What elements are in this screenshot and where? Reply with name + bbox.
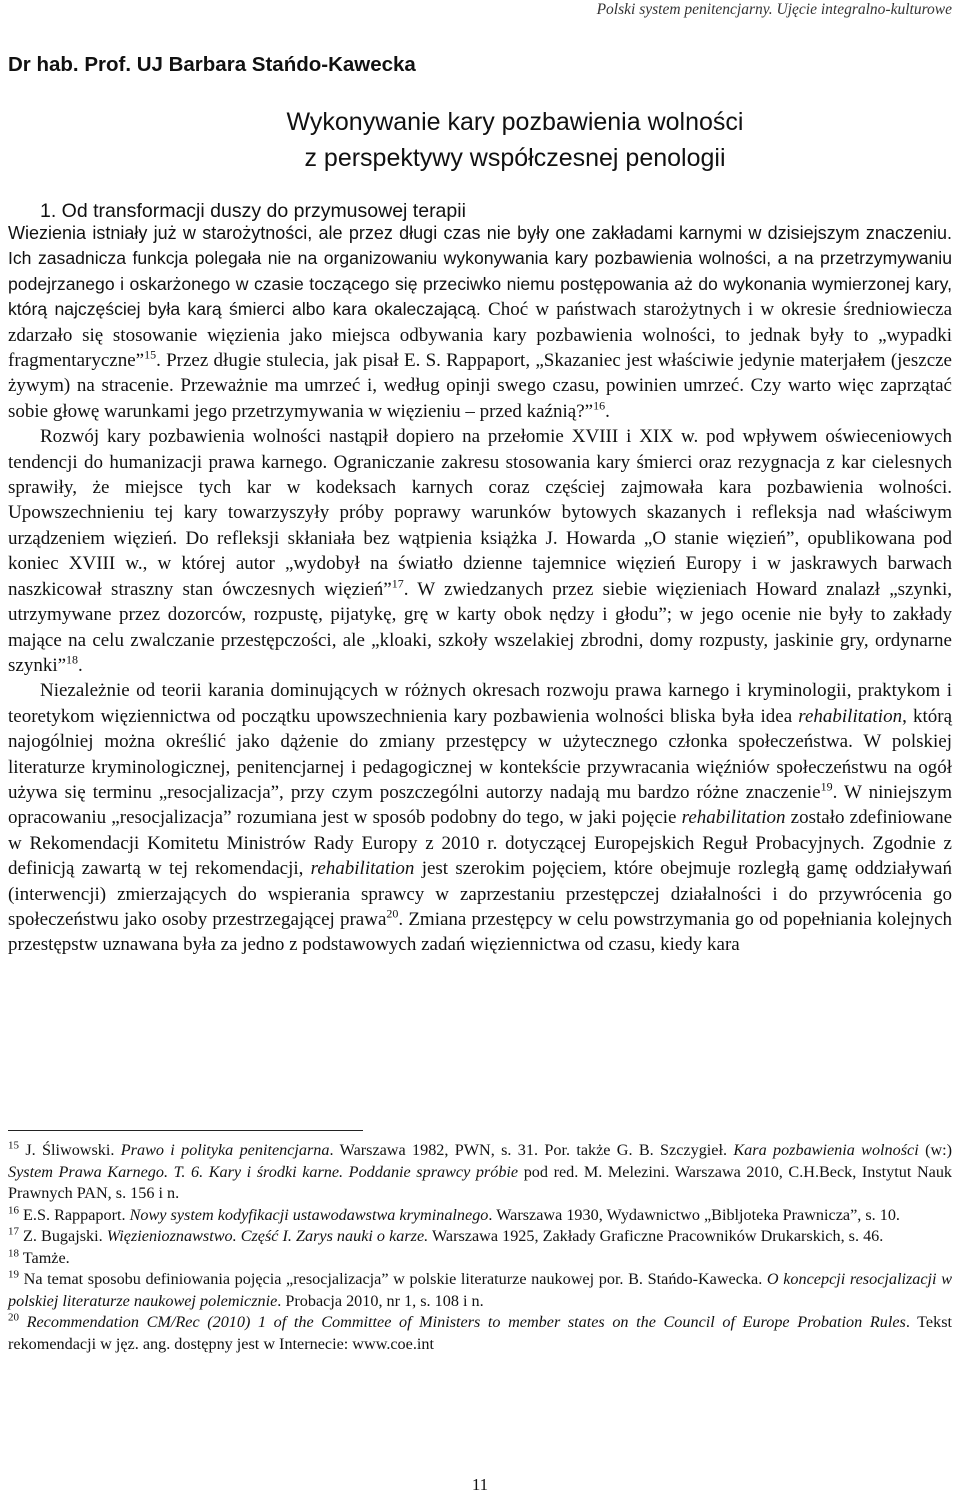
- page-number: 11: [471, 1475, 489, 1494]
- footnote-ref-15[interactable]: 15: [144, 347, 157, 362]
- footnote-title: Nowy system kodyfikacji ustawodawstwa kryminalnego: [129, 1205, 489, 1224]
- footnote-text: J. Śliwowski.: [25, 1141, 115, 1159]
- paragraph-1-part-e: .: [605, 400, 610, 422]
- footnote-text: . Warszawa 1982, PWN, s. 31. Por. także G. B. Szczygieł.: [329, 1141, 728, 1159]
- paragraph-3-term-1: rehabilitation: [798, 705, 903, 727]
- paragraph-1-part-c: Choć w państwach starożytnych i w okresie średniowiecza zdarzało się stosowanie więzienia jako miejsca odbywania kary pozbawienia wolności, to jednak były to „wypadki fragmentaryczne”: [8, 299, 953, 372]
- footnote-title: System Prawa Karnego. T. 6. Kary i środki karne. Poddanie sprawcy próbie: [8, 1162, 519, 1181]
- footnote-number: 19: [8, 1268, 19, 1281]
- footnote-19: [8, 1269, 952, 1312]
- footnote-ref-18[interactable]: 18: [66, 652, 79, 667]
- footnote-number: 16: [8, 1204, 19, 1217]
- paragraph-3-part-f: . Zmiana przestępcy w celu powstrzymania go od popełniania kolejnych przestępstw uznawana była za jedno z podstawowych zadań więziennictwa od czasu, kiedy kara: [8, 908, 952, 956]
- footnote-text: Warszawa 1925, Zakłady Graficzne Pracowników Drukarskich, s. 46.: [431, 1227, 884, 1245]
- author-name: Dr hab. Prof. UJ Barbara Stańdo-Kawecka: [8, 53, 416, 76]
- title-line-2: z perspektywy współczesnej penologii: [304, 144, 726, 172]
- footnote-18: [8, 1248, 952, 1270]
- paragraph-2-part-c: .: [78, 654, 83, 676]
- footnote-text: pod red. M. Melezini. Warszawa 2010, C.H.Beck, Instytut Nauk Prawnych PAN, s. 156 i n.: [8, 1162, 953, 1202]
- footnote-text: Tamże.: [22, 1248, 70, 1267]
- paragraph-1-part-d: . Przez długie stulecia, jak pisał E. S. Rappaport, „Skazaniec jest właściwie jedynie materjałem (jeszcze żywym) na stracenie. Przeważnie ma umrzeć i, według opinji swego czasu, powinien umrzeć. Czy warto więc zaprzątać sobie głowę warunkami jego przetrzymywania w więzieniu – przed kaźnią?”: [8, 350, 952, 422]
- paragraph-3-part-d: zostało zdefiniowane w Rekomendacji Komitetu Ministrów Rady Europy z 2010 r. dotyczącej Europejskich Reguł Probacyjnych. Zgodnie z definicją zawartą w tej rekomendacji,: [8, 807, 952, 880]
- paragraph-1: [8, 221, 952, 424]
- paragraph-3-term-2: rehabilitation: [681, 807, 786, 829]
- footnote-title: Recommendation CM/Rec (2010) 1 of the Committee of Ministers to member states on the Council of Europe Probation Rules: [26, 1313, 906, 1331]
- footnote-20: [8, 1312, 952, 1355]
- paragraph-3-part-b: , którą najogólniej można określić jako dążenie do zmiany przestępcy w użytecznego członka społeczeństwa. W polskiej literaturze kryminologicznej, penitencjarnej i pedagogicznej w kontekście przywracania więźniów społeczeństwu na ogół używa się terminu „resocjalizacja”, przy czym poszczególni autorzy nadają mu bardzo różne znaczenie: [8, 705, 953, 803]
- footnote-ref-17[interactable]: 17: [391, 576, 404, 591]
- footnote-text: (w:): [925, 1141, 953, 1159]
- footnote-number: 15: [8, 1139, 19, 1152]
- footnote-separator: [8, 1130, 363, 1131]
- footnote-17: [8, 1226, 952, 1248]
- title-line-1: Wykonywanie kary pozbawienia wolności: [286, 108, 744, 136]
- running-header: Polski system penitencjarny. Ujęcie integralno-kulturowe: [596, 1, 952, 18]
- footnote-text: . Tekst rekomendacji w jęz. ang. dostępny jest w Internecie: www.coe.int: [8, 1313, 952, 1353]
- footnote-title: Kara pozbawienia wolności: [733, 1141, 919, 1159]
- footnote-text: Na temat sposobu definiowania pojęcia „resocjalizacja” w polskie literaturze naukowej por. B. Stańdo-Kawecka.: [23, 1270, 763, 1288]
- paragraph-1-part-a: Wiezienia istniały już w starożytności, ale przez długi czas nie były one zakładami karnymi w dzisiejszym znaczeniu.: [8, 223, 952, 243]
- footnotes: [8, 1140, 952, 1355]
- footnote-text: . Probacja 2010, nr 1, s. 108 i n.: [277, 1291, 484, 1310]
- article-title: [0, 104, 960, 176]
- paragraph-3: [8, 678, 952, 957]
- footnote-ref-20[interactable]: 20: [386, 906, 399, 921]
- section-heading: 1. Od transformacji duszy do przymusowej terapii: [40, 200, 466, 222]
- paragraph-3-part-a: Niezależnie od teorii karania dominujących w różnych okresach rozwoju prawa karnego i kryminologii, praktykom i teoretykom więziennictwa od początku upowszechnienia kary pozbawienia wolności bliska była idea: [8, 680, 952, 727]
- footnote-text: Z. Bugajski.: [23, 1227, 103, 1245]
- footnote-number: 18: [8, 1247, 19, 1260]
- footnote-title: Więzienioznawstwo. Część I. Zarys nauki o karze.: [106, 1227, 429, 1245]
- paragraph-2-part-b: . W zwiedzanych przez siebie więzieniach Howard znalazł „szynki, utrzymywane przez dozorców, rozpustę, pijatykę, grę w karty obok nędzy i głodu”; w jego ocenie nie były to zakłady mające na celu zwalczanie przestępczości, ale „kloaki, szkoły wszelakiej zbrodni, domy rozpusty, jaskinie gry, ordynarne szynki”: [8, 578, 952, 676]
- footnote-ref-16[interactable]: 16: [593, 398, 606, 413]
- footnote-ref-19[interactable]: 19: [820, 779, 833, 794]
- footnote-text: . Warszawa 1930, Wydawnictwo „Bibljoteka Prawnicza”, s. 10.: [488, 1205, 900, 1224]
- footnote-number: 20: [8, 1311, 19, 1324]
- footnote-title: Prawo i polityka penitencjarna: [120, 1141, 330, 1159]
- footnote-number: 17: [8, 1225, 19, 1238]
- paragraph-3-part-e: jest szerokim pojęciem, które obejmuje rozległą gamę oddziaływań (interwencji) zmierzających do wspierania sprawcy w zaprzestaniu przestępczej działalności i do przywrócenia go społeczeństwu jako osoby przestrzegającej prawa: [8, 858, 952, 930]
- footnote-16: [8, 1205, 952, 1227]
- paragraph-1-part-b: Ich zasadnicza funkcja polegała nie na organizowaniu wykonywania kary pozbawienia wolności, a na przetrzymywaniu podejrzanego i oskarżonego w czasie toczącego się przeciwko niemu postępowania aż do wykonania wymierzonej kary, którą najczęściej była karą śmierci albo kara okaleczającą.: [8, 248, 952, 320]
- body-text: [8, 221, 952, 958]
- footnote-text: E.S. Rappaport.: [23, 1205, 126, 1224]
- paragraph-3-part-c: . W niniejszym opracowaniu „resocjalizacja” rozumiana jest w sposób podobny do tego, w jaki pojęcie: [8, 781, 952, 829]
- paragraph-2: [8, 424, 952, 678]
- footnote-title: O koncepcji resocjalizacji w polskiej literaturze naukowej polemicznie: [8, 1270, 952, 1310]
- paragraph-3-term-3: rehabilitation: [310, 858, 415, 880]
- paragraph-2-part-a: Rozwój kary pozbawienia wolności nastąpił dopiero na przełomie XVIII i XIX w. pod wpływem oświeceniowych tendencji do humanizacji prawa karnego. Ograniczanie zakresu stosowania kary śmierci oraz rezygnacja z kar cielesnych sprawiły, że miejsce tych kar w kodeksach karnych coraz częściej zajmowała kara pozbawienia wolności. Upowszechnieniu tej kary towarzyszyły próby poprawy warunków bytowych skazanych i refleksja nad właściwym urządzeniem więzień. Do refleksji skłaniała bez wątpienia książka J. Howarda „O stanie więzień”, opublikowana pod koniec XVIII w., w której autor „wydobył na światło dzienne tajemnice więzień Europy i w jaskrawych barwach naszkicował straszny stan ówczesnych więzień”: [8, 426, 952, 600]
- footnote-15: [8, 1140, 952, 1205]
